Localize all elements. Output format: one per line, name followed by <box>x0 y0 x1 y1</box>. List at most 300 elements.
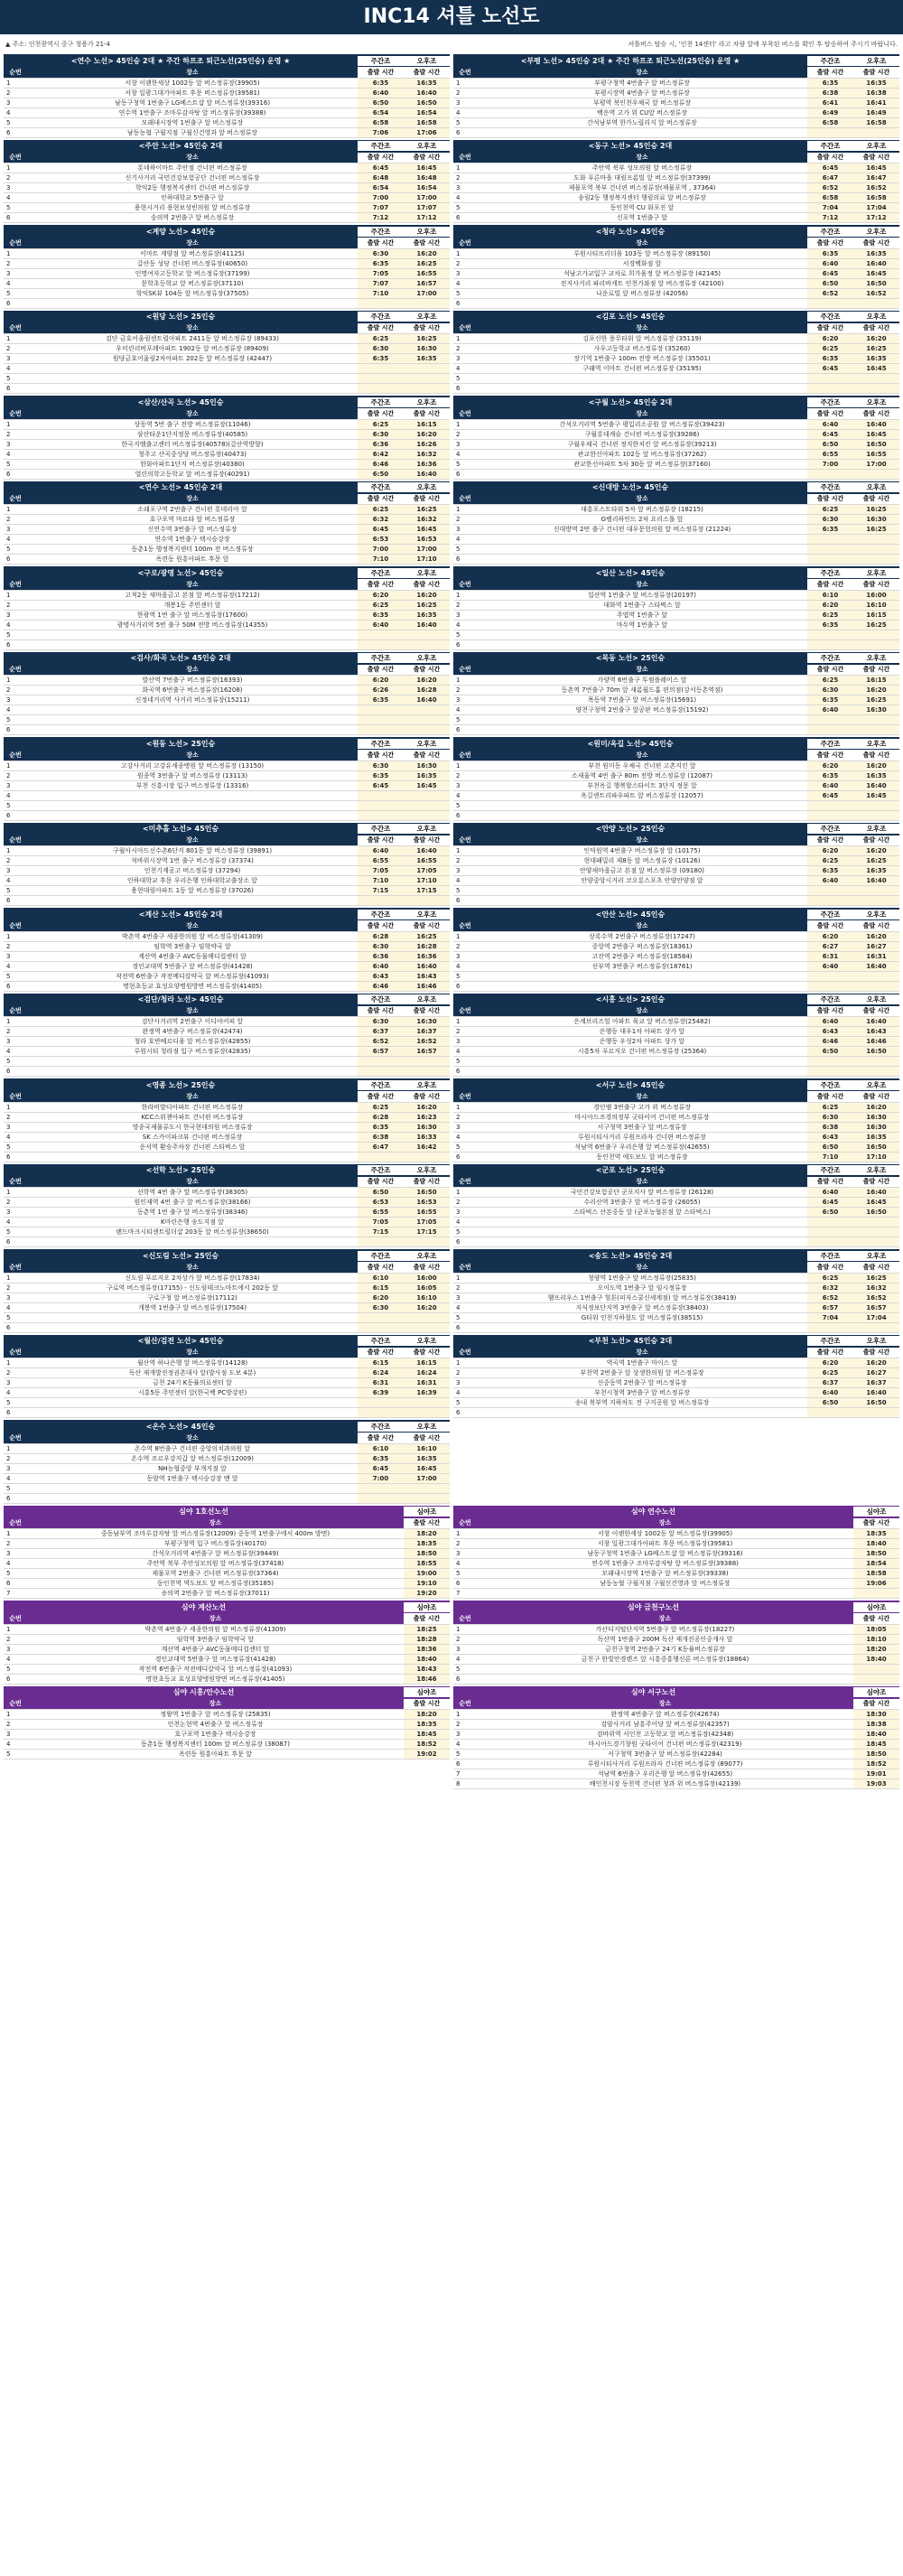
stop-time-afternoon: 16:38 <box>853 88 899 98</box>
route-block <box>453 1335 899 1419</box>
stop-time-morning: 7:12 <box>807 213 853 223</box>
route-table <box>4 494 450 565</box>
col-arrive: 출발 시간 <box>358 835 404 846</box>
stop-no: 5 <box>4 203 27 213</box>
stop-row <box>453 590 899 600</box>
stop-place: 루원시티사거리 루원프라자 건너편 버스정류장 (89077) <box>477 1759 853 1769</box>
stop-time: 18:20 <box>404 1710 450 1720</box>
stop-no: 5 <box>4 545 27 555</box>
stop-time: 18:58 <box>853 1569 899 1579</box>
stop-no: 4 <box>453 1047 477 1057</box>
stop-row <box>4 1720 450 1730</box>
stop-row <box>4 1589 450 1599</box>
stop-no: 6 <box>453 1152 477 1162</box>
night-route-row <box>0 1686 903 1792</box>
stop-row <box>453 354 899 364</box>
stop-no: 3 <box>4 1463 27 1473</box>
night-route-header <box>453 1686 899 1699</box>
stop-time-afternoon: 16:05 <box>404 1283 450 1293</box>
stop-time-morning: 6:25 <box>807 505 853 515</box>
stop-time-afternoon: 16:57 <box>404 278 450 288</box>
stop-row <box>453 1549 899 1559</box>
stop-row <box>4 676 450 686</box>
stop-place: 주안역 북부 주안성모의원 앞 버스정류장(37418) <box>27 1559 404 1569</box>
stop-place: 한국지엠출고센터 버스정류장(40578)(갈산역방향) <box>27 439 358 449</box>
col-ohu-label: 오후조 <box>853 739 899 749</box>
stop-row <box>4 173 450 183</box>
stop-time-morning: 6:50 <box>358 469 404 479</box>
route-block <box>453 1249 899 1333</box>
stop-place: 장기역 1번출구 100m 전방 버스정류장 (35501) <box>477 354 807 364</box>
night-route-name: 심야 1호선노선 <box>179 1507 228 1516</box>
col-no: 순번 <box>453 665 477 676</box>
stop-no: 4 <box>4 364 27 374</box>
stop-no: 6 <box>4 725 27 735</box>
stop-place <box>477 469 807 479</box>
stop-time: 18:50 <box>404 1549 450 1559</box>
stop-row <box>453 770 899 780</box>
stop-time-morning: 6:20 <box>807 600 853 610</box>
col-arrive: 출발 시간 <box>358 494 404 505</box>
route-column <box>453 823 899 909</box>
stop-time: 19:10 <box>404 1579 450 1589</box>
col-ohu-label: 오후조 <box>404 653 450 663</box>
stop-no: 1 <box>453 248 477 258</box>
stop-no: 2 <box>4 1453 27 1463</box>
stop-row <box>4 505 450 515</box>
stop-time-morning: 6:35 <box>807 78 853 88</box>
route-block <box>4 54 450 138</box>
route-name: <검단/청라 노선> 45인승 <box>137 995 224 1003</box>
route-block <box>453 652 899 736</box>
stop-place: 신포역 1번출구 앞 <box>477 213 807 223</box>
stop-time-afternoon: 16:43 <box>853 1027 899 1037</box>
col-depart: 출발 시간 <box>853 153 899 163</box>
stop-row <box>453 173 899 183</box>
route-name: <원미/옥길 노선> 45인승 <box>587 739 674 748</box>
stop-no: 3 <box>4 1293 27 1302</box>
col-arrive: 출발 시간 <box>358 1433 404 1443</box>
stop-row <box>4 288 450 298</box>
stop-time-morning: 6:25 <box>358 505 404 515</box>
night-route-block <box>4 1601 450 1685</box>
route-column <box>453 1249 899 1335</box>
col-jugan-label: 주간조 <box>807 397 853 407</box>
stop-time-morning: 7:06 <box>358 127 404 137</box>
stop-time-morning: 6:57 <box>358 1047 404 1057</box>
col-ohu-label: 오후조 <box>853 227 899 237</box>
stop-row <box>453 600 899 610</box>
stop-place: 청량역 1번출구 앞 버스정류장(25835) <box>477 1273 807 1283</box>
stop-row <box>4 1579 450 1589</box>
col-place: 장소 <box>27 153 358 163</box>
stop-time-afternoon: 16:40 <box>853 961 899 971</box>
stop-time-afternoon: 16:58 <box>853 117 899 127</box>
route-block <box>4 1249 450 1333</box>
stop-place: 호구포역 1번출구 택시승강장 <box>27 1730 404 1740</box>
col-place: 장소 <box>477 665 807 676</box>
route-column <box>4 1249 450 1335</box>
table-header-row <box>4 1177 450 1188</box>
stop-time: 18:38 <box>853 1720 899 1730</box>
table-header-row <box>4 238 450 248</box>
stop-no: 4 <box>453 876 477 886</box>
stop-row <box>4 1453 450 1463</box>
stop-no: 6 <box>453 384 477 394</box>
stop-no: 5 <box>4 1312 27 1322</box>
stop-no: 5 <box>4 1057 27 1067</box>
stop-time-morning: 7:00 <box>358 193 404 203</box>
col-ohu-label: 오후조 <box>853 1336 899 1346</box>
stop-time-morning: 6:30 <box>807 1112 853 1122</box>
stop-no: 3 <box>4 354 27 364</box>
route-block <box>453 823 899 907</box>
stop-place <box>477 981 807 991</box>
stop-row <box>4 1654 450 1664</box>
stop-no: 4 <box>453 535 477 545</box>
col-depart: 출발 시간 <box>853 238 899 248</box>
col-jugan-label: 주간조 <box>358 1080 404 1090</box>
stop-row <box>453 1624 899 1634</box>
col-depart: 출발 시간 <box>404 408 450 419</box>
stop-row <box>453 1057 899 1067</box>
night-route-row <box>0 1506 903 1601</box>
stop-time-afternoon: 16:54 <box>404 107 450 117</box>
stop-time-afternoon: 16:45 <box>853 429 899 439</box>
stop-row <box>453 258 899 268</box>
stop-row <box>453 1102 899 1112</box>
table-header-row <box>4 408 450 419</box>
stop-place: 주안역 북부 성모의원 앞 버스정류장 <box>477 163 807 173</box>
table-header-row <box>453 67 899 78</box>
stop-time-morning: 6:25 <box>358 334 404 344</box>
stop-no: 2 <box>453 515 477 525</box>
stop-row <box>453 1589 899 1599</box>
col-place: 장소 <box>477 1699 853 1710</box>
table-header-row <box>453 494 899 505</box>
stop-place: 송내 북부역 지하차도 전 구지공원 앞 버스정류장 <box>477 1398 807 1408</box>
stop-time-afternoon <box>853 639 899 649</box>
route-name: <일산 노선> 45인승 <box>595 568 666 577</box>
stop-no: 1 <box>453 1188 477 1198</box>
page-title: INC14 셔틀 노선도 <box>0 0 903 34</box>
col-jugan-label: 주간조 <box>358 1422 404 1432</box>
col-jugan-label: 주간조 <box>807 1251 853 1261</box>
stop-row <box>453 1398 899 1408</box>
col-no: 순번 <box>453 1518 477 1529</box>
route-table <box>4 238 450 309</box>
stop-time-morning: 6:41 <box>807 98 853 107</box>
stop-no: 6 <box>453 555 477 565</box>
route-name: <안양 노선> 25인승 <box>595 825 666 833</box>
stop-time-afternoon <box>404 1398 450 1408</box>
stop-place: 간석오거리역 4번출구 앞 버스정류장(39449) <box>27 1549 404 1559</box>
stop-place: 운서역 환승주차장 건너편 스타벅스 앞 <box>27 1142 358 1152</box>
route-row <box>0 1078 903 1164</box>
stop-time-afternoon: 17:10 <box>853 1152 899 1162</box>
route-header <box>453 566 899 579</box>
stop-no: 5 <box>453 117 477 127</box>
table-header-row <box>4 1091 450 1102</box>
stop-no: 1 <box>4 590 27 600</box>
stop-row <box>453 1322 899 1332</box>
stop-row <box>4 1198 450 1208</box>
stop-time-afternoon: 16:40 <box>853 1188 899 1198</box>
col-depart: 출발 시간 <box>404 1613 450 1624</box>
stop-place <box>477 127 807 137</box>
stop-time-afternoon <box>404 800 450 810</box>
stop-no: 3 <box>453 1378 477 1388</box>
stop-row <box>4 961 450 971</box>
stop-row <box>453 1358 899 1368</box>
stop-no: 1 <box>453 590 477 600</box>
table-header-row <box>453 1518 899 1529</box>
stop-time-morning: 6:53 <box>358 1198 404 1208</box>
stop-row <box>4 1408 450 1418</box>
stop-time-morning <box>358 1237 404 1247</box>
route-name: <시흥 노선> 25인승 <box>595 995 666 1003</box>
stop-row <box>453 163 899 173</box>
stop-place: 신중동역 2번출구 앞 버스정류장 <box>477 1378 807 1388</box>
stop-time-morning: 6:46 <box>358 459 404 469</box>
stop-row <box>453 213 899 223</box>
stop-row <box>4 725 450 735</box>
stop-row <box>4 1539 450 1549</box>
stop-no: 2 <box>453 856 477 866</box>
stop-time-morning: 6:25 <box>358 419 404 429</box>
stop-row <box>4 374 450 384</box>
stop-time: 18:52 <box>853 1759 899 1769</box>
stop-place: 부평역 북인천우체국 앞 버스정류장 <box>477 98 807 107</box>
stop-place: 임학역 3번출구 임학약국 앞 <box>27 941 358 951</box>
stop-no: 4 <box>4 1302 27 1312</box>
stop-no: 4 <box>4 620 27 630</box>
stop-row <box>453 1529 899 1539</box>
col-arrive: 출발 시간 <box>807 835 853 846</box>
route-column <box>453 566 899 652</box>
night-route-column <box>453 1506 899 1601</box>
stop-row <box>453 429 899 439</box>
stop-row <box>453 344 899 354</box>
col-place: 장소 <box>477 153 807 163</box>
stop-no: 2 <box>4 515 27 525</box>
stop-row <box>4 1273 450 1283</box>
stop-no: 6 <box>453 1237 477 1247</box>
table-header-row <box>453 1699 899 1710</box>
stop-row <box>4 183 450 193</box>
route-name: <동구 노선> 45인승 2대 <box>588 142 673 150</box>
stop-place: 부천옥길 행복할스타이트 3단지 정문 앞 <box>477 780 807 790</box>
stop-row <box>453 459 899 469</box>
stop-time-afternoon: 16:20 <box>853 686 899 695</box>
stop-time-afternoon: 16:40 <box>853 419 899 429</box>
stop-no: 3 <box>4 866 27 876</box>
route-row <box>0 566 903 652</box>
stop-no: 5 <box>4 288 27 298</box>
stop-time-morning: 6:40 <box>358 961 404 971</box>
stop-time-morning: 6:45 <box>358 525 404 535</box>
col-place: 장소 <box>477 1006 807 1017</box>
stop-place: 대화역 1번출구 스타벅스 앞 <box>477 600 807 610</box>
stop-row <box>4 896 450 906</box>
route-table <box>4 750 450 821</box>
stop-time-morning: 7:05 <box>358 1218 404 1227</box>
col-depart: 출발 시간 <box>853 1613 899 1624</box>
stop-no: 1 <box>453 78 477 88</box>
stop-no: 6 <box>453 725 477 735</box>
stop-no: 4 <box>4 107 27 117</box>
col-jugan-label: 주간조 <box>358 482 404 492</box>
stop-row <box>4 1037 450 1047</box>
stop-time-morning: 6:39 <box>358 1388 404 1398</box>
route-block <box>453 994 899 1078</box>
route-table <box>453 1091 899 1162</box>
col-arrive: 출발 시간 <box>807 665 853 676</box>
col-arrive: 출발 시간 <box>807 750 853 761</box>
col-ohu-label: 오후조 <box>404 397 450 407</box>
route-table <box>453 1348 899 1419</box>
stop-row <box>453 1037 899 1047</box>
col-jugan-label: 주간조 <box>358 910 404 919</box>
table-header-row <box>4 1348 450 1358</box>
stop-row <box>453 931 899 941</box>
col-arrive: 출발 시간 <box>358 920 404 931</box>
stop-place: 신대방역 2번 출구 건너편 대우문헌의원 앞 버스정류장 (21224) <box>477 525 807 535</box>
stop-time-morning: 6:45 <box>807 1198 853 1208</box>
stop-no: 5 <box>453 630 477 639</box>
route-column <box>4 481 450 567</box>
stop-time-morning: 6:30 <box>807 515 853 525</box>
stop-row <box>4 1132 450 1142</box>
stop-time-afternoon: 16:43 <box>404 971 450 981</box>
route-header <box>4 652 450 665</box>
stop-row <box>453 183 899 193</box>
stop-place <box>27 1408 358 1418</box>
stop-place: 인덕원역 4번출구 버스정류장 앞 (10175) <box>477 846 807 856</box>
route-column <box>4 566 450 652</box>
stop-place: 동인천역 CU 화포진 앞 <box>477 203 807 213</box>
stop-place: 검단 금호어울림센트럴아파트 2411동 앞 버스정류장 (89433) <box>27 334 358 344</box>
stop-row <box>4 1463 450 1473</box>
col-depart: 출발 시간 <box>404 238 450 248</box>
stop-place: G벨리하인드 2차 요리스톨 앞 <box>477 515 807 525</box>
stop-time-morning <box>807 298 853 308</box>
stop-time-morning <box>807 535 853 545</box>
stop-row <box>4 1549 450 1559</box>
stop-place: 신정네거리역 사거리 버스정류장(15211) <box>27 695 358 705</box>
stop-time: 18:30 <box>853 1710 899 1720</box>
route-name: <신대방 노선> 45인승 <box>591 483 669 491</box>
stop-time-morning: 7:10 <box>807 1152 853 1162</box>
col-no: 순번 <box>453 238 477 248</box>
stop-place: 전지사거리 파리바게트 인천가좌점 앞 버스정류장 (42100) <box>477 278 807 288</box>
route-table <box>453 323 899 395</box>
stop-row <box>453 1152 899 1162</box>
stop-row <box>453 98 899 107</box>
stop-place: 관교한신아파트 102동 앞 버스정류장(37262) <box>477 449 807 459</box>
route-header <box>453 652 899 665</box>
col-no: 순번 <box>453 835 477 846</box>
route-header <box>453 311 899 323</box>
col-arrive: 출발 시간 <box>807 153 853 163</box>
col-place: 장소 <box>477 920 807 931</box>
stop-place: 등촌역 7번출구 70m 앞 새롬월드홈 편의점(강서등촌역점) <box>477 686 807 695</box>
col-ohu-label: 오후조 <box>404 141 450 151</box>
stop-place <box>27 1152 358 1162</box>
route-column <box>453 481 899 567</box>
col-ohu-label: 오후조 <box>853 994 899 1004</box>
stop-no: 3 <box>453 866 477 876</box>
stop-time-morning: 7:10 <box>358 555 404 565</box>
stop-time: 18:52 <box>404 1740 450 1750</box>
stop-place: KCC스위첸아파트 건너편 버스정류장 <box>27 1112 358 1122</box>
stop-place: 동춘1동 행정복지센터 100m 앞 버스정류장 (38087) <box>27 1740 404 1750</box>
stop-time-afternoon: 16:53 <box>404 535 450 545</box>
stop-time-morning: 6:35 <box>807 248 853 258</box>
stop-place <box>27 896 358 906</box>
stop-time-afternoon: 16:20 <box>853 846 899 856</box>
col-arrive: 출발 시간 <box>807 238 853 248</box>
stop-time-afternoon: 16:25 <box>853 620 899 630</box>
col-depart: 출발 시간 <box>404 323 450 334</box>
stop-place: 고강사거리 고강유세종병원 앞 버스정류장 (13150) <box>27 761 358 770</box>
stop-place <box>27 639 358 649</box>
stop-row <box>4 1047 450 1057</box>
route-column <box>4 140 450 226</box>
col-depart: 출발 시간 <box>404 1177 450 1188</box>
stop-time-morning: 6:40 <box>807 1388 853 1398</box>
stop-time-morning: 6:50 <box>807 1047 853 1057</box>
col-ohu-label: 오후조 <box>853 568 899 578</box>
stop-time: 18:35 <box>404 1539 450 1549</box>
stop-row <box>4 1730 450 1740</box>
stop-time-morning: 6:54 <box>358 183 404 193</box>
stop-no: 6 <box>453 1408 477 1418</box>
col-no: 순번 <box>453 1699 477 1710</box>
col-depart: 출발 시간 <box>853 67 899 78</box>
stop-row <box>4 163 450 173</box>
stop-time-morning: 6:53 <box>358 535 404 545</box>
stop-no: 4 <box>4 1388 27 1398</box>
table-header-row <box>453 1177 899 1188</box>
stop-time: 18:46 <box>404 1674 450 1684</box>
stop-place: 사우고등학교 버스정류장 (35260) <box>477 344 807 354</box>
stop-time-morning: 6:30 <box>358 761 404 770</box>
stop-time-afternoon: 17:05 <box>404 866 450 876</box>
stop-place: 독산 재개발진정권촌대사 앞(발사점 도보 4분) <box>27 1368 358 1378</box>
route-table <box>4 1262 450 1333</box>
route-header <box>453 225 899 238</box>
col-no: 순번 <box>453 494 477 505</box>
stop-time-afternoon: 16:25 <box>853 344 899 354</box>
stop-place: 인명여자고등학교 앞 버스정류장(37199) <box>27 268 358 278</box>
route-column <box>453 396 899 481</box>
stop-no: 1 <box>453 1624 477 1634</box>
stop-place: 완정역 4번출구 버스정류장(42474) <box>27 1027 358 1037</box>
route-column <box>4 823 450 909</box>
stop-time: 18:20 <box>404 1529 450 1539</box>
stop-place: 수리산역 3번출구 앞 버스정류장 (26055) <box>477 1198 807 1208</box>
stop-row <box>4 1664 450 1674</box>
stop-row <box>4 439 450 449</box>
stop-no: 2 <box>453 258 477 268</box>
route-block <box>453 566 899 650</box>
col-jugan-label: 주간조 <box>807 994 853 1004</box>
stop-place: 현대패밀리 제8동 앞 버스정류장 (10126) <box>477 856 807 866</box>
stop-time-morning: 6:25 <box>807 344 853 354</box>
route-name: <검사/화곡 노선> 45인승 2대 <box>130 654 231 662</box>
route-row <box>0 1335 903 1421</box>
